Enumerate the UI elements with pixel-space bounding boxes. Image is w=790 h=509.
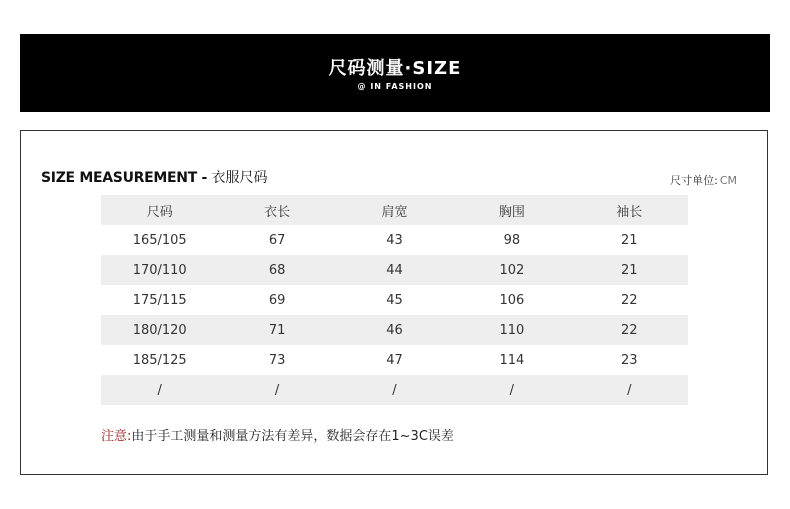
table-cell: 71 <box>218 315 335 345</box>
table-cell: 46 <box>336 315 453 345</box>
table-cell: 43 <box>386 232 403 248</box>
table-cell: 73 <box>268 352 286 368</box>
table-cell: / <box>336 375 453 405</box>
table-cell: 106 <box>499 292 525 308</box>
table-cell: 23 <box>621 352 638 368</box>
table-cell: 102 <box>453 255 570 285</box>
unit-label <box>670 172 737 188</box>
table-cell: 114 <box>499 352 525 368</box>
table-row <box>101 225 688 255</box>
header-banner <box>20 34 770 112</box>
table-cell: / <box>453 375 570 405</box>
table-cell: 67 <box>268 232 286 248</box>
table-cell: 44 <box>336 255 453 285</box>
table-cell: 170/110 <box>101 255 218 285</box>
table-cell: 22 <box>571 315 688 345</box>
table-cell: / <box>571 375 688 405</box>
unit-value: CM <box>719 174 737 187</box>
table-cell: 69 <box>268 292 286 308</box>
table-cell: 21 <box>621 232 638 248</box>
table-cell: 98 <box>503 232 521 248</box>
table-cell: 165/105 <box>132 232 187 248</box>
table-row <box>101 285 688 315</box>
heading-chinese: 衣服尺码 <box>211 170 268 186</box>
table-row <box>101 375 688 405</box>
column-header: 胸围 <box>453 195 570 225</box>
table-header-row <box>101 195 688 225</box>
table-cell: 68 <box>218 255 335 285</box>
size-table <box>101 195 688 405</box>
table-cell: / <box>218 375 335 405</box>
column-header: 袖长 <box>571 195 688 225</box>
table-cell: 110 <box>453 315 570 345</box>
table-cell: 45 <box>386 292 403 308</box>
table-row <box>101 315 688 345</box>
banner-title: 尺码测量·SIZE <box>328 58 462 79</box>
measurement-note <box>101 425 454 444</box>
table-cell: 185/125 <box>132 352 187 368</box>
table-cell: 175/115 <box>132 292 187 308</box>
column-header: 衣长 <box>218 195 335 225</box>
heading-english: SIZE MEASUREMENT - <box>41 170 208 186</box>
table-row <box>101 345 688 375</box>
size-card <box>20 130 768 475</box>
column-header: 尺码 <box>101 195 218 225</box>
table-row <box>101 255 688 285</box>
note-text: 由于手工测量和测量方法有差异，数据会存在1~3C误差 <box>131 429 454 444</box>
column-header: 肩宽 <box>336 195 453 225</box>
table-cell: / <box>101 375 218 405</box>
table-cell: 22 <box>621 292 638 308</box>
unit-caption: 尺寸单位: <box>670 174 718 187</box>
table-cell: 21 <box>571 255 688 285</box>
section-heading <box>41 167 268 187</box>
table-cell: 47 <box>386 352 403 368</box>
note-label: 注意: <box>101 429 132 444</box>
banner-subtitle: @ IN FASHION <box>357 82 433 91</box>
table-cell: 180/120 <box>101 315 218 345</box>
